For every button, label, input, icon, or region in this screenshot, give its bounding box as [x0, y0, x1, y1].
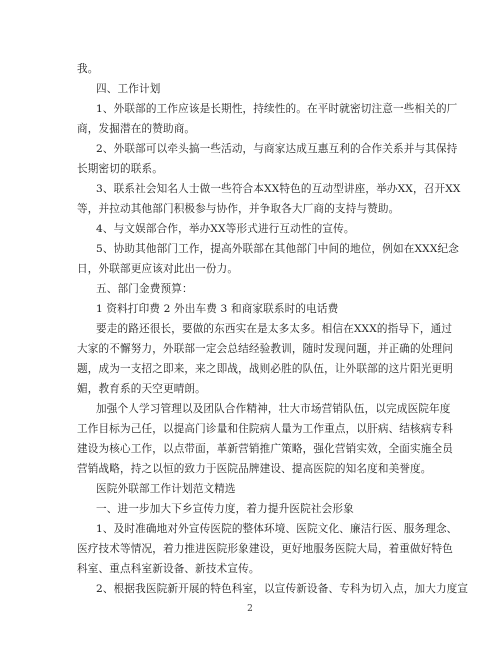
- text-line: 商，发掘潜在的赞助商。: [77, 123, 196, 135]
- section-heading: 四、工作计划: [96, 83, 161, 95]
- text-line: 题，成为一支招之即来，来之即战，战则必胜的队伍，让外联部的这片阳光更明: [77, 363, 454, 375]
- section-heading: 五、部门金费预算：: [96, 283, 193, 295]
- text-line: 2、根据我医院新开展的特色科室，以宣传新设备、专科为切入点，加大力度宣: [96, 583, 469, 595]
- text-line: 长期密切的联系。: [77, 163, 163, 175]
- text-line: 加强个人学习管理以及团队合作精神，壮大市场营销队伍，以完成医院年度: [96, 403, 451, 415]
- text-line: 科室、重点科室新设备、新技术宣传。: [77, 563, 260, 575]
- text-line: 5、协助其他部门工作，提高外联部在其他部门中间的地位，例如在XXX纪念: [96, 243, 460, 255]
- section-heading: 一、进一步加大下乡宣传力度，着力提升医院社会形象: [96, 503, 354, 515]
- text-line: 营销战略，持之以恒的致力于医院品牌建设、提高医院的知名度和美誉度。: [77, 463, 432, 475]
- page-number: 2: [247, 604, 253, 614]
- text-line: 工作目标为己任，以提高门诊量和住院病人量为工作重点，以肝病、结核病专科: [77, 423, 454, 435]
- text-line: 建设为核心工作，以点带面，革新营销推广策略，强化营销实效，全面实施全员: [77, 443, 454, 455]
- text-line: 1、及时准确地对外宣传医院的整体环境、医院文化、廉洁行医、服务理念、: [96, 523, 458, 535]
- text-line: 要走的路还很长，要做的东西实在是太多太多。相信在XXX的指导下，通过: [96, 323, 453, 335]
- text-line: 1 资料打印费 2 外出车费 3 和商家联系时的电话费: [96, 303, 339, 315]
- text-line: 2、外联部可以牵头搞一些活动，与商家达成互惠互利的合作关系并与其保持: [96, 143, 458, 155]
- text-line: 医疗技术等情况，着力推进医院形象建设，更好地服务医院大局，着重做好特色: [77, 543, 454, 555]
- text-line: 4、与文娱部合作，举办XX等形式进行互动性的宣传。: [96, 223, 355, 235]
- article-title: 医院外联部工作计划范文精选: [96, 483, 236, 495]
- text-line: 3、联系社会知名人士做一些符合本XX特色的互动型讲座，举办XX，召开XX: [96, 183, 461, 195]
- text-line: 日，外联部更应该对此出一份力。: [77, 263, 239, 275]
- text-line: 我。: [77, 63, 99, 75]
- text-line: 媚，教育系的天空更晴朗。: [77, 383, 206, 395]
- text-line: 等，并拉动其他部门积极参与协作，并争取各大厂商的支持与赞助。: [77, 203, 400, 215]
- text-line: 大家的不懈努力，外联部一定会总结经验教训，随时发现问题，并正确的处理问: [77, 343, 454, 355]
- text-line: 1、外联部的工作应该是长期性，持续性的。在平时就密切注意一些相关的厂: [96, 103, 458, 115]
